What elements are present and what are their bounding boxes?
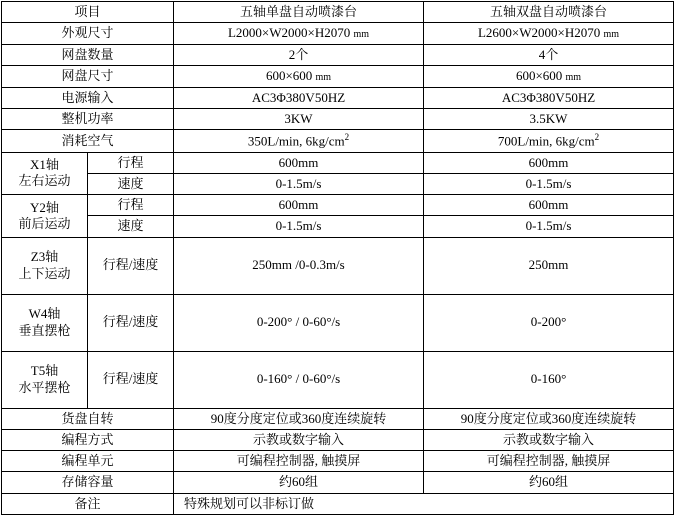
axis-t5-sub-label: 行程/速度 (88, 351, 174, 408)
table-row (2, 152, 674, 173)
table-row (2, 351, 674, 408)
row-label-tray-size: 网盘尺寸 (2, 66, 174, 88)
cell-y2-speed-single: 0-1.5m/s (174, 216, 424, 237)
axis-motion: 垂直摆枪 (18, 322, 71, 338)
superscript-text: 2 (344, 132, 350, 142)
cell-x1-speed-double: 0-1.5m/s (424, 173, 674, 194)
cell-note-value: 特殊规划可以非标订做 (174, 493, 674, 514)
cell-w4-double: 0-200° (424, 294, 674, 351)
cell-pallet-rotation-single: 90度分度定位或360度连续旋转 (174, 408, 424, 429)
axis-motion: 上下运动 (18, 265, 71, 281)
row-label-air-consumption: 消耗空气 (2, 130, 174, 153)
axis-y2-sub-label-speed: 速度 (88, 216, 174, 237)
table-row (2, 451, 674, 472)
table-row (2, 294, 674, 351)
axis-w4-sub-label: 行程/速度 (88, 294, 174, 351)
cell-programming-method-double: 示教或数字输入 (424, 429, 674, 450)
header-model-single: 五轴单盘自动喷漆台 (174, 2, 424, 23)
table-row (2, 108, 674, 129)
table-row (2, 44, 674, 65)
unit-text: mm (353, 29, 370, 41)
axis-name: Z3轴 (30, 249, 59, 265)
cell-dimension-single (174, 23, 424, 45)
row-label-programming-method: 编程方式 (2, 429, 174, 450)
header-item: 项目 (2, 2, 174, 23)
value-text: L2000×W2000×H2070 (227, 25, 351, 41)
cell-tray-count-double: 4个 (424, 44, 674, 65)
axis-name: X1轴 (30, 157, 59, 173)
cell-tray-count-single: 2个 (174, 44, 424, 65)
table-row (2, 87, 674, 108)
axis-motion: 左右运动 (18, 173, 71, 189)
cell-x1-stroke-double: 600mm (424, 152, 674, 173)
cell-z3-double: 250mm (424, 237, 674, 294)
table-row (2, 408, 674, 429)
table-row (2, 23, 674, 45)
axis-name: Y2轴 (30, 199, 59, 215)
table-row (2, 216, 674, 237)
header-model-double: 五轴双盘自动喷漆台 (424, 2, 674, 23)
cell-y2-stroke-single: 600mm (174, 195, 424, 216)
cell-x1-speed-single: 0-1.5m/s (174, 173, 424, 194)
cell-t5-single: 0-160° / 0-60°/s (174, 351, 424, 408)
cell-pallet-rotation-double: 90度分度定位或360度连续旋转 (424, 408, 674, 429)
cell-y2-speed-double: 0-1.5m/s (424, 216, 674, 237)
row-label-dimension: 外观尺寸 (2, 23, 174, 45)
unit-text: mm (315, 72, 332, 83)
cell-power-input-double: AC3Φ380V50HZ (424, 87, 674, 108)
axis-y2-sub-label-stroke: 行程 (88, 195, 174, 216)
value-text: 700L/min, 6kg/cm (497, 133, 595, 149)
axis-name: T5轴 (30, 363, 59, 379)
cell-tray-size-double (424, 66, 674, 88)
cell-air-consumption-single (174, 130, 424, 153)
unit-text: mm (565, 72, 582, 83)
axis-label-t5 (2, 351, 88, 408)
row-label-storage-capacity: 存储容量 (2, 472, 174, 493)
specification-table (1, 1, 674, 515)
table-row (2, 195, 674, 216)
cell-air-consumption-double (424, 130, 674, 153)
cell-dimension-double (424, 23, 674, 45)
table-row (2, 173, 674, 194)
cell-programming-unit-single: 可编程控制器, 触摸屏 (174, 451, 424, 472)
cell-programming-method-single: 示教或数字输入 (174, 429, 424, 450)
cell-w4-single: 0-200° / 0-60°/s (174, 294, 424, 351)
table-row (2, 66, 674, 88)
cell-total-power-double: 3.5KW (424, 108, 674, 129)
value-text: 350L/min, 6kg/cm (247, 133, 345, 149)
unit-text: mm (603, 29, 620, 41)
cell-storage-capacity-single: 约60组 (174, 472, 424, 493)
row-label-pallet-rotation: 货盘自转 (2, 408, 174, 429)
axis-label-w4 (2, 294, 88, 351)
table-header-row (2, 2, 674, 23)
cell-storage-capacity-double: 约60组 (424, 472, 674, 493)
table-row (2, 237, 674, 294)
axis-x1-sub-label-speed: 速度 (88, 173, 174, 194)
value-text: L2600×W2000×H2070 (477, 25, 601, 41)
cell-x1-stroke-single: 600mm (174, 152, 424, 173)
cell-y2-stroke-double: 600mm (424, 195, 674, 216)
axis-z3-sub-label: 行程/速度 (88, 237, 174, 294)
row-label-total-power: 整机功率 (2, 108, 174, 129)
row-label-tray-count: 网盘数量 (2, 44, 174, 65)
value-text: 600×600 (265, 68, 313, 83)
table-row (2, 130, 674, 153)
axis-motion: 水平摆枪 (18, 379, 71, 395)
superscript-text: 2 (594, 132, 600, 142)
axis-motion: 前后运动 (18, 215, 71, 231)
cell-z3-single: 250mm /0-0.3m/s (174, 237, 424, 294)
cell-total-power-single: 3KW (174, 108, 424, 129)
row-label-power-input: 电源输入 (2, 87, 174, 108)
cell-t5-double: 0-160° (424, 351, 674, 408)
row-label-programming-unit: 编程单元 (2, 451, 174, 472)
table-row (2, 429, 674, 450)
axis-x1-sub-label-stroke: 行程 (88, 152, 174, 173)
axis-label-y2 (2, 195, 88, 238)
cell-tray-size-single (174, 66, 424, 88)
cell-power-input-single: AC3Φ380V50HZ (174, 87, 424, 108)
axis-name: W4轴 (28, 306, 61, 322)
row-label-note: 备注 (2, 493, 174, 514)
axis-label-x1 (2, 152, 88, 195)
value-text: 600×600 (515, 68, 563, 83)
axis-label-z3 (2, 237, 88, 294)
cell-programming-unit-double: 可编程控制器, 触摸屏 (424, 451, 674, 472)
table-row (2, 493, 674, 514)
table-row (2, 472, 674, 493)
